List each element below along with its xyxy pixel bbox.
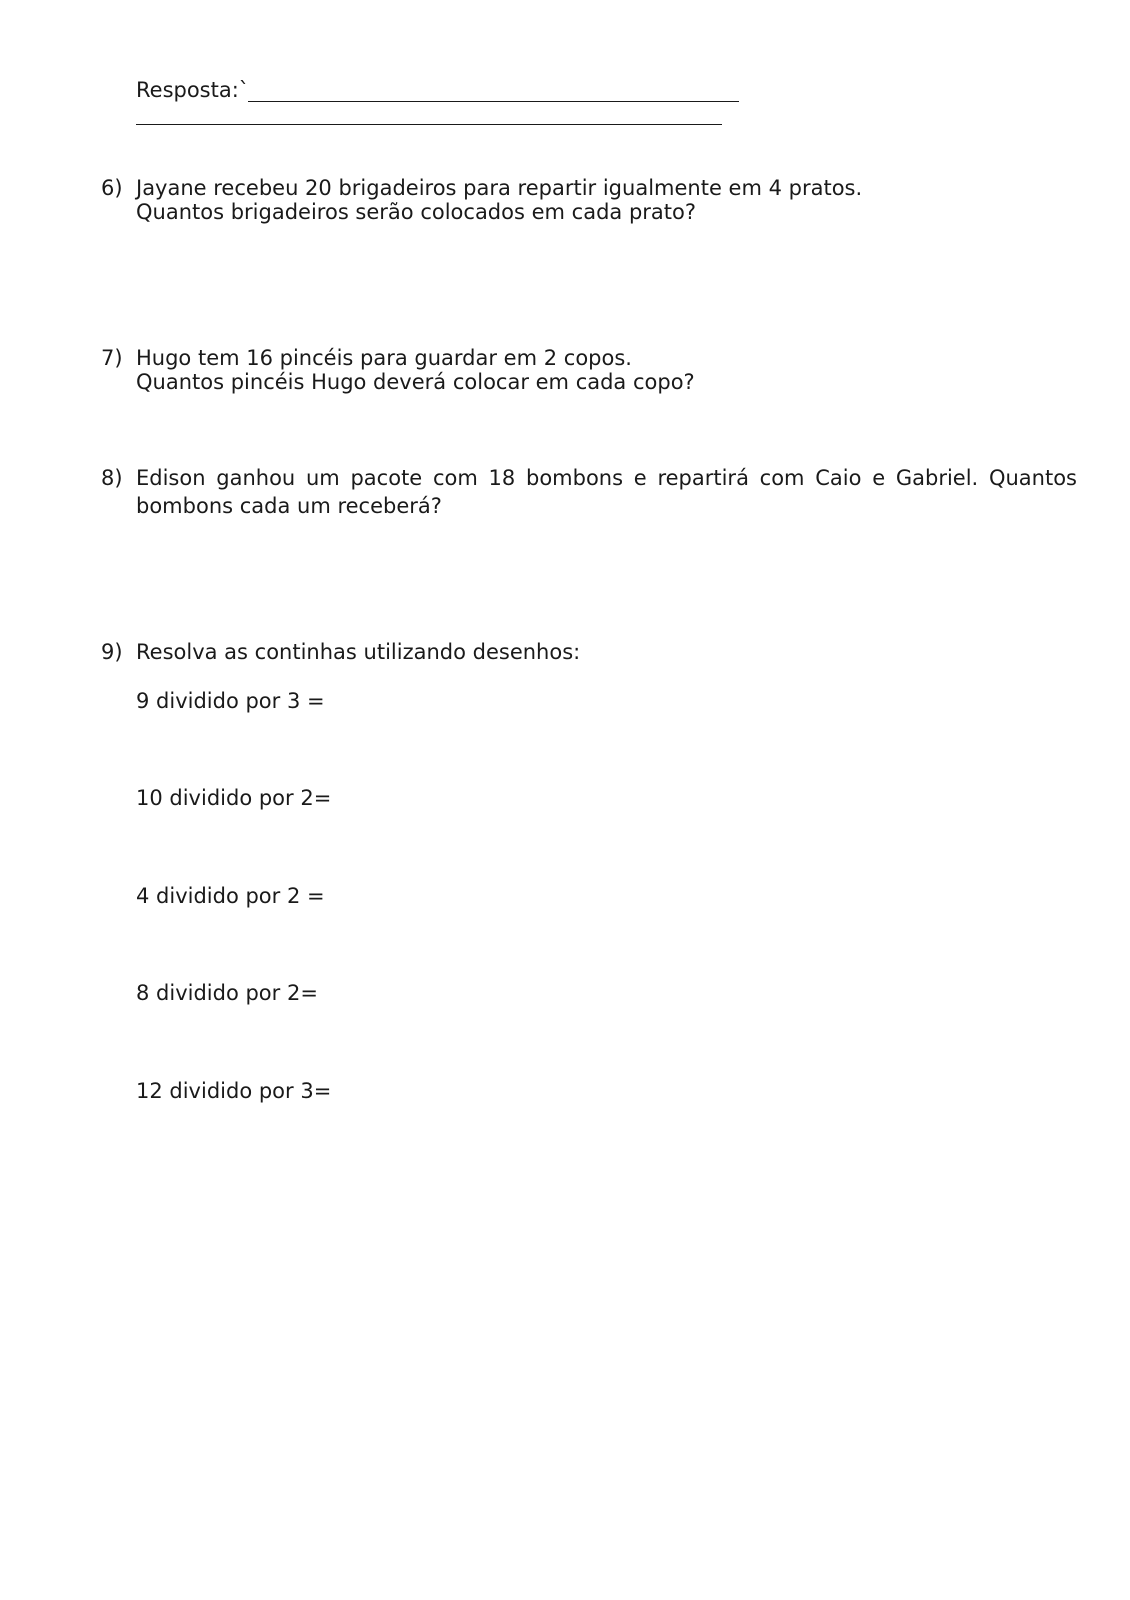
answer-label: Resposta:`	[136, 78, 250, 102]
division-item-5: 12 dividido por 3=	[136, 1079, 332, 1103]
division-item-1: 9 dividido por 3 =	[136, 689, 325, 713]
question-7-number: 7)	[101, 346, 123, 370]
question-8-line-1: Edison ganhou um pacote com 18 bombons e repartirá com Caio e Gabriel. Quantos	[136, 466, 1077, 490]
question-7-line-1: Hugo tem 16 pincéis para guardar em 2 copos.	[136, 346, 632, 370]
question-7-line-2: Quantos pincéis Hugo deverá colocar em cada copo?	[136, 370, 695, 394]
question-9-number: 9)	[101, 640, 123, 664]
question-8-line-2: bombons cada um receberá?	[136, 494, 442, 518]
answer-line-1	[248, 101, 739, 102]
question-6-number: 6)	[101, 176, 123, 200]
answer-line-2	[136, 124, 722, 125]
division-item-4: 8 dividido por 2=	[136, 981, 318, 1005]
question-6-line-1: Jayane recebeu 20 brigadeiros para repartir igualmente em 4 pratos.	[136, 176, 863, 200]
question-6-line-2: Quantos brigadeiros serão colocados em cada prato?	[136, 200, 697, 224]
division-item-3: 4 dividido por 2 =	[136, 884, 325, 908]
division-item-2: 10 dividido por 2=	[136, 786, 332, 810]
question-8-number: 8)	[101, 466, 123, 490]
question-9-line-1: Resolva as continhas utilizando desenhos:	[136, 640, 581, 664]
